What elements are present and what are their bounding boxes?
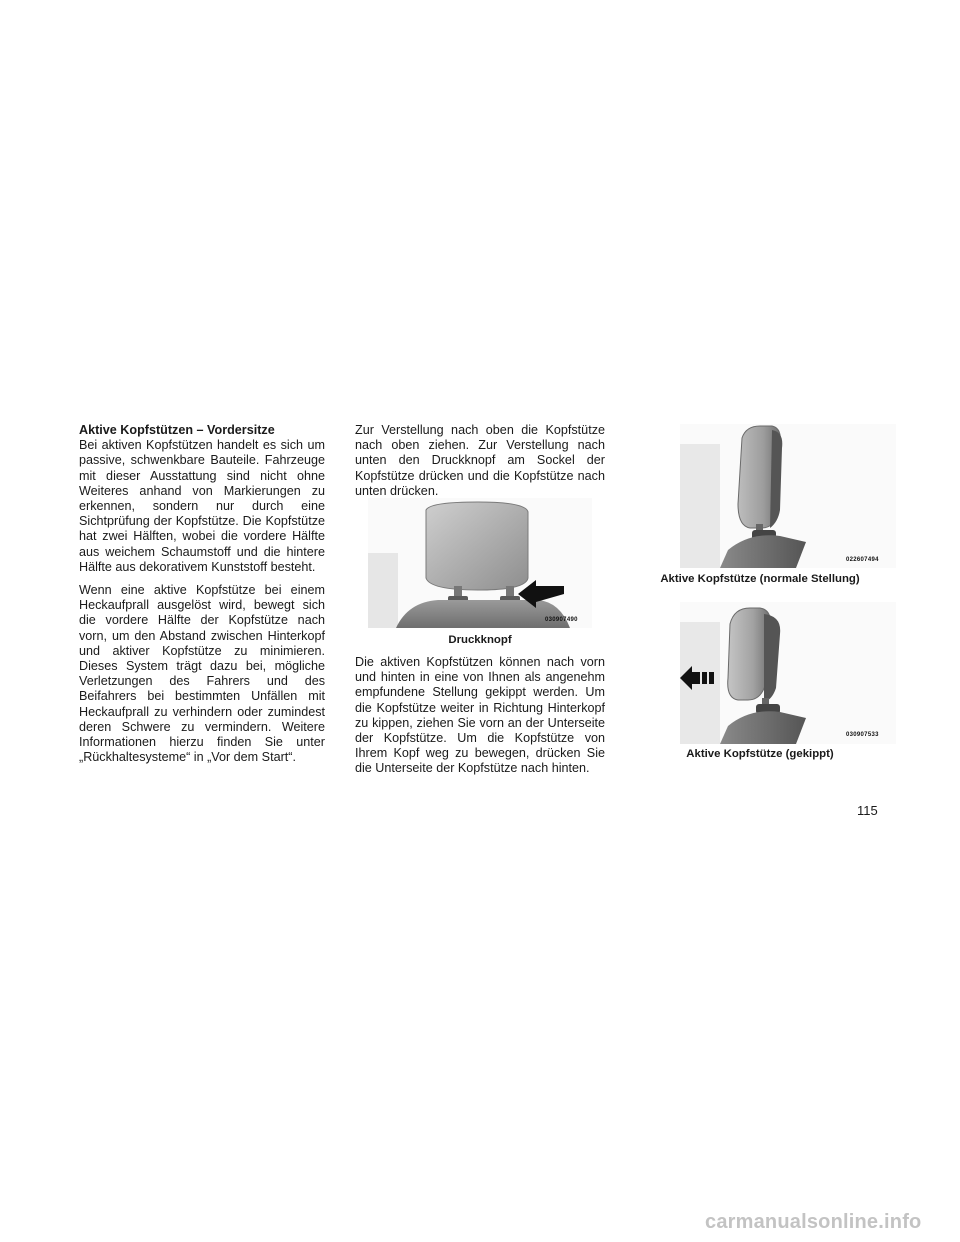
watermark: carmanualsonline.info	[705, 1211, 922, 1233]
normal-position-figure	[680, 424, 896, 568]
deployment-paragraph: Wenn eine aktive Kopfstütze bei einem Heckaufprall ausgelöst wird, bewegt sich die vordere Hälfte der Kopfstütze nach vorn, um den Abstand zwischen Hinterkopf und aktiver Kopfstütze zu minimieren. Dieses System trägt dazu bei, mögliche Verletzungen des Fahrers und des Beifahrers bei bestimmten Unfällen mit Heckaufprall zu verhindern oder zumindest deren Schwere zu vermindern. Weitere Informationen hierzu finden Sie unter „Rückhaltesysteme“ in „Vor dem Start“.	[79, 583, 325, 765]
tilted-position-figure	[680, 602, 896, 744]
headrest-tilted-illustration	[680, 602, 896, 744]
figure-code: 030907533	[846, 732, 879, 738]
figure-code: 030907490	[545, 617, 578, 623]
intro-paragraph: Bei aktiven Kopfstützen handelt es sich um passive, schwenkbare Bauteile. Fahrzeuge mit dieser Ausstattung sind nicht ohne Weiteres anhand von Markierungen zu erkennen, sondern nur durch eine Sichtprüfung der Kopfstütze. Die Kopfstütze hat zwei Hälften, wobei die vordere Hälfte aus weichem Schaumstoff und die hintere Hälfte aus dekorativem Kunststoff besteht.	[79, 438, 325, 574]
section-heading: Aktive Kopfstützen – Vordersitze	[79, 423, 275, 437]
headrest-push-button-illustration	[368, 498, 592, 628]
middle-column-lower	[355, 655, 605, 785]
figure-caption-tilted: Aktive Kopfstütze (gekippt)	[686, 748, 834, 760]
page-number: 115	[857, 803, 878, 818]
push-button-figure	[368, 498, 592, 628]
middle-column	[355, 423, 605, 507]
adjustment-paragraph: Zur Verstellung nach oben die Kopfstütze nach oben ziehen. Zur Verstellung nach unten den Druckknopf am Sockel der Kopfstütze drücken und die Kopfstütze nach unten drücken.	[355, 423, 605, 498]
figure-caption-druckknopf: Druckknopf	[448, 634, 512, 646]
figure-caption-normal: Aktive Kopfstütze (normale Stellung)	[660, 573, 860, 585]
figure-code: 022607494	[846, 557, 879, 563]
tilt-paragraph: Die aktiven Kopfstützen können nach vorn und hinten in eine von Ihnen als angenehm empfundene Stellung gekippt werden. Um die Kopfstütze weiter in Richtung Hinterkopf zu kippen, ziehen Sie vorn an der Unterseite der Kopfstütze. Um die Kopfstütze von Ihrem Kopf weg zu bewegen, drücken Sie die Unterseite der Kopfstütze nach hinten.	[355, 655, 605, 776]
headrest-normal-illustration	[680, 424, 896, 568]
left-column	[79, 423, 325, 773]
